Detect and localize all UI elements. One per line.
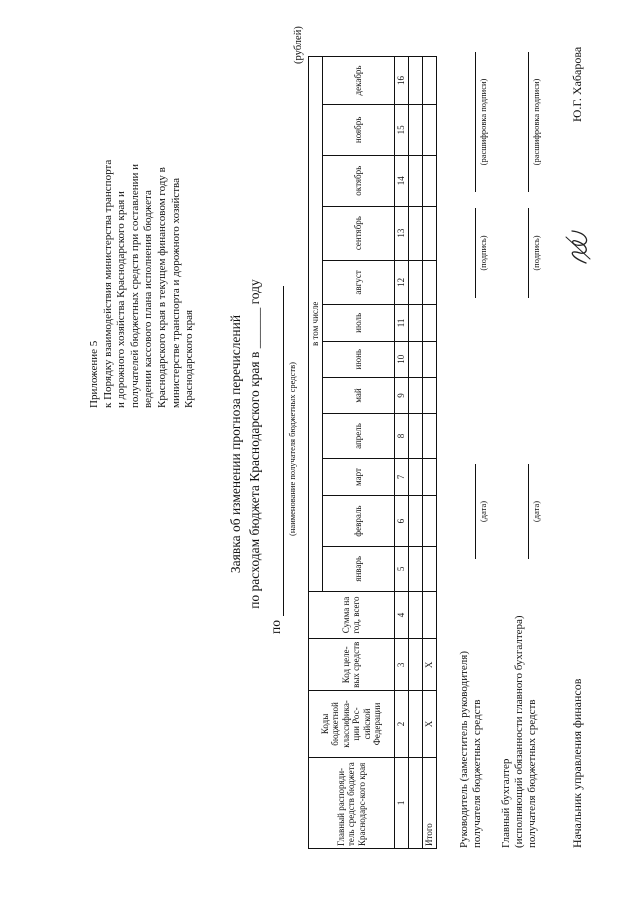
head-title-line: Руководитель (заместитель руководителя)	[458, 651, 470, 848]
column-number: 5	[394, 547, 408, 592]
header-month: октябрь	[322, 155, 394, 206]
handwritten-signature-icon	[562, 227, 594, 267]
annex-block	[88, 58, 197, 408]
header-month: июль	[322, 305, 394, 341]
column-number: 14	[394, 155, 408, 206]
column-number: 4	[394, 591, 408, 639]
finance-head-name: Ю.Г. Хабарова	[570, 46, 584, 122]
column-number: 3	[394, 639, 408, 691]
head-sign-caption: (подпись)	[478, 235, 488, 271]
column-numbers-row	[394, 57, 408, 849]
chief-decode-caption: (расшифровка подписи)	[531, 78, 541, 166]
recipient-line	[283, 286, 284, 616]
head-decode-caption: (расшифровка подписи)	[478, 78, 488, 166]
column-number: 10	[394, 341, 408, 377]
header-month: ноябрь	[322, 104, 394, 155]
header-main-manager: Главный распоряди-тель средств бюджета Краснодарс-кого края	[309, 757, 395, 848]
chief-signature-label	[500, 615, 539, 848]
recipient-label: по	[268, 620, 283, 634]
x-mark: Х	[422, 639, 436, 691]
annex-line: ведении кассового плана исполнения бюджета	[142, 190, 155, 408]
subtitle-prefix: по расходам бюджета Краснодарского края в	[247, 351, 262, 609]
year-blank: ______	[247, 307, 262, 349]
chief-sign-caption: (подпись)	[531, 235, 541, 271]
column-number: 11	[394, 305, 408, 341]
subtitle-suffix: году	[247, 279, 262, 305]
column-number: 12	[394, 260, 408, 305]
header-month: июнь	[322, 341, 394, 377]
header-month: март	[322, 458, 394, 495]
column-number: 16	[394, 57, 408, 105]
column-number: 1	[394, 757, 408, 848]
document-title: Заявка об изменении прогноза перечислений	[228, 314, 243, 574]
head-decode-line	[475, 52, 476, 192]
header-year-sum: Сумма на год, всего	[309, 591, 395, 639]
x-mark: Х	[422, 691, 436, 757]
chief-date-line	[528, 464, 529, 559]
header-month: январь	[322, 547, 394, 592]
header-month: февраль	[322, 496, 394, 547]
chief-sign-line	[528, 208, 529, 298]
chief-decode-line	[528, 52, 529, 192]
head-date-line	[475, 464, 476, 559]
chief-title-line: (исполняющий обязанности главного бухгалтера)	[513, 615, 525, 848]
column-number: 6	[394, 496, 408, 547]
chief-title-line: получателя бюджетных средств	[526, 699, 538, 848]
head-sign-line	[475, 208, 476, 298]
chief-title-line: Главный бухгалтер	[500, 758, 512, 848]
column-number: 7	[394, 458, 408, 495]
annex-line: министерстве транспорта и дорожного хозяйства	[169, 178, 182, 408]
annex-line: Краснодарского края	[183, 309, 196, 408]
header-budget-codes: Коды бюджетной классифика-ции Рос-сийской Федерации	[309, 691, 395, 757]
total-label: Итого	[422, 757, 436, 848]
column-number: 13	[394, 206, 408, 260]
recipient-caption: (наименование получателя бюджетных средств)	[287, 362, 297, 536]
head-signature-label	[458, 651, 484, 848]
header-month: сентябрь	[322, 206, 394, 260]
data-row	[408, 57, 422, 849]
header-month: август	[322, 260, 394, 305]
header-including: в том числе	[309, 57, 323, 592]
column-number: 9	[394, 377, 408, 413]
head-title-line: получателя бюджетных средств	[471, 699, 483, 848]
units-label: (рублей)	[293, 26, 304, 64]
header-target-code: Код целе-вых средств	[309, 639, 395, 691]
annex-line: Приложение 5	[88, 340, 100, 408]
header-month: май	[322, 377, 394, 413]
column-number: 8	[394, 414, 408, 459]
annex-line: к Порядку взаимодействия министерства транспорта	[101, 159, 114, 408]
document-subtitle	[247, 134, 263, 754]
annex-line: получателей бюджетных средств при составлении и	[128, 163, 141, 408]
annex-line: Краснодарского края в текущем финансовом году в	[155, 167, 168, 408]
head-date-caption: (дата)	[478, 500, 488, 523]
total-row	[422, 57, 436, 849]
column-number: 15	[394, 104, 408, 155]
column-number: 2	[394, 691, 408, 757]
chief-date-caption: (дата)	[531, 500, 541, 523]
forecast-table	[308, 56, 437, 849]
annex-line: и дорожного хозяйства Краснодарского края и	[115, 191, 128, 408]
finance-head-title: Начальник управления финансов	[570, 678, 584, 848]
header-month: декабрь	[322, 57, 394, 105]
header-month: апрель	[322, 414, 394, 459]
